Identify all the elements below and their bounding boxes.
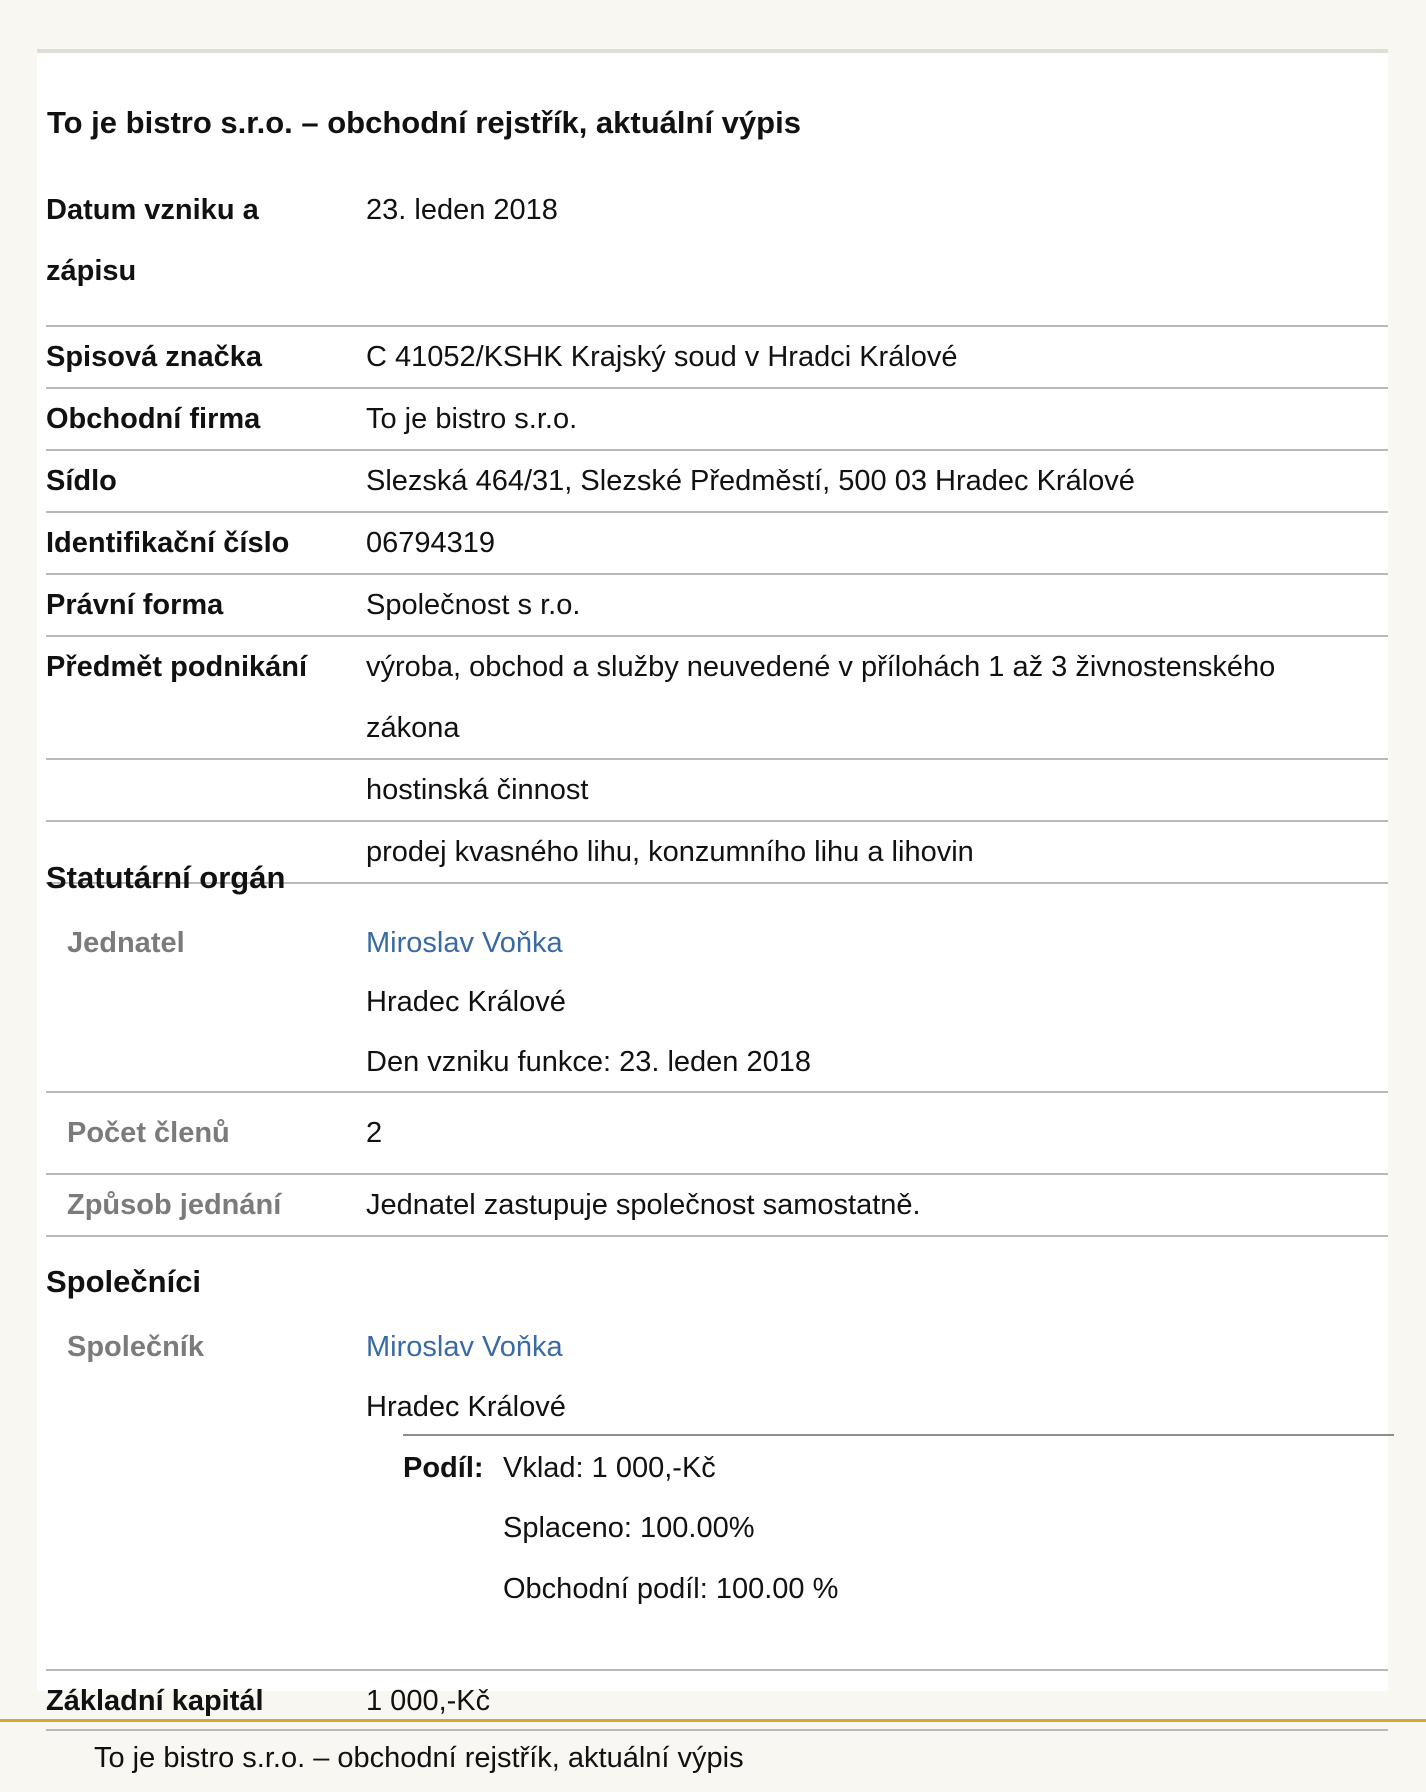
share-divider — [403, 1434, 1394, 1436]
value-predmet-2: hostinská činnost — [366, 774, 589, 806]
label-forma: Právní forma — [46, 589, 224, 621]
value-jednatel-since: Den vzniku funkce: 23. leden 2018 — [366, 1046, 811, 1078]
value-firma: To je bistro s.r.o. — [366, 403, 578, 435]
register-card — [37, 49, 1388, 1717]
label-predmet: Předmět podnikání — [46, 651, 308, 683]
value-datum: 23. leden 2018 — [366, 194, 558, 226]
value-forma: Společnost s r.o. — [366, 589, 581, 621]
label-kapital: Základní kapitál — [46, 1685, 264, 1717]
row-obchodni-firma — [46, 389, 1388, 451]
label-datum-line2: zápisu — [46, 255, 137, 287]
label-zpusob: Způsob jednání — [67, 1189, 282, 1221]
label-pocet: Počet členů — [67, 1117, 230, 1149]
footer-title: To je bistro s.r.o. – obchodní rejstřík, aktuální výpis — [94, 1742, 744, 1774]
label-jednatel: Jednatel — [67, 927, 185, 959]
value-predmet-1-line1: výroba, obchod a služby neuvedené v přílohách 1 až 3 živnostenského — [366, 651, 1276, 683]
label-datum-line1: Datum vzniku a — [46, 194, 259, 226]
label-ico: Identifikační číslo — [46, 527, 290, 559]
value-predmet-1-line2: zákona — [366, 712, 460, 744]
value-kapital: 1 000,-Kč — [366, 1685, 491, 1717]
row-pravni-forma — [46, 575, 1388, 637]
row-zakladni-kapital — [46, 1671, 1388, 1731]
page-title: To je bistro s.r.o. – obchodní rejstřík, aktuální výpis — [47, 105, 801, 140]
value-sidlo: Slezská 464/31, Slezské Předměstí, 500 03 Hradec Králové — [366, 465, 1135, 497]
row-predmet-1 — [46, 637, 1388, 760]
section-spolecnici: Společníci — [46, 1264, 202, 1299]
value-spisova: C 41052/KSHK Krajský soud v Hradci Králové — [366, 341, 958, 373]
row-ico — [46, 513, 1388, 575]
link-spolecnik-name[interactable]: Miroslav Voňka — [366, 1331, 563, 1363]
value-splaceno: Splaceno: 100.00% — [503, 1512, 755, 1544]
row-sidlo — [46, 451, 1388, 513]
label-firma: Obchodní firma — [46, 403, 261, 435]
row-pocet-clenu — [46, 1093, 1388, 1175]
value-predmet-3: prodej kvasného lihu, konzumního lihu a lihovin — [366, 836, 974, 868]
value-zpusob: Jednatel zastupuje společnost samostatně. — [366, 1189, 921, 1221]
row-zpusob-jednani — [46, 1175, 1388, 1237]
label-spolecnik: Společník — [67, 1331, 204, 1363]
value-spolecnik-city: Hradec Králové — [366, 1391, 566, 1423]
label-podil: Podíl: — [403, 1452, 484, 1484]
value-obchodni-podil: Obchodní podíl: 100.00 % — [503, 1573, 839, 1605]
row-jednatel — [46, 913, 1388, 1093]
section-statutarni: Statutární orgán — [46, 860, 286, 895]
row-spisova-znacka — [46, 327, 1388, 389]
link-jednatel-name[interactable]: Miroslav Voňka — [366, 927, 563, 959]
value-pocet: 2 — [366, 1117, 383, 1149]
row-predmet-2 — [46, 760, 1388, 822]
value-jednatel-city: Hradec Králové — [366, 986, 566, 1018]
label-spisova: Spisová značka — [46, 341, 262, 373]
footer-divider — [0, 1719, 1426, 1722]
row-datum-vzniku — [46, 180, 1388, 327]
value-vklad: Vklad: 1 000,-Kč — [503, 1452, 716, 1484]
value-ico: 06794319 — [366, 527, 496, 559]
label-sidlo: Sídlo — [46, 465, 117, 497]
